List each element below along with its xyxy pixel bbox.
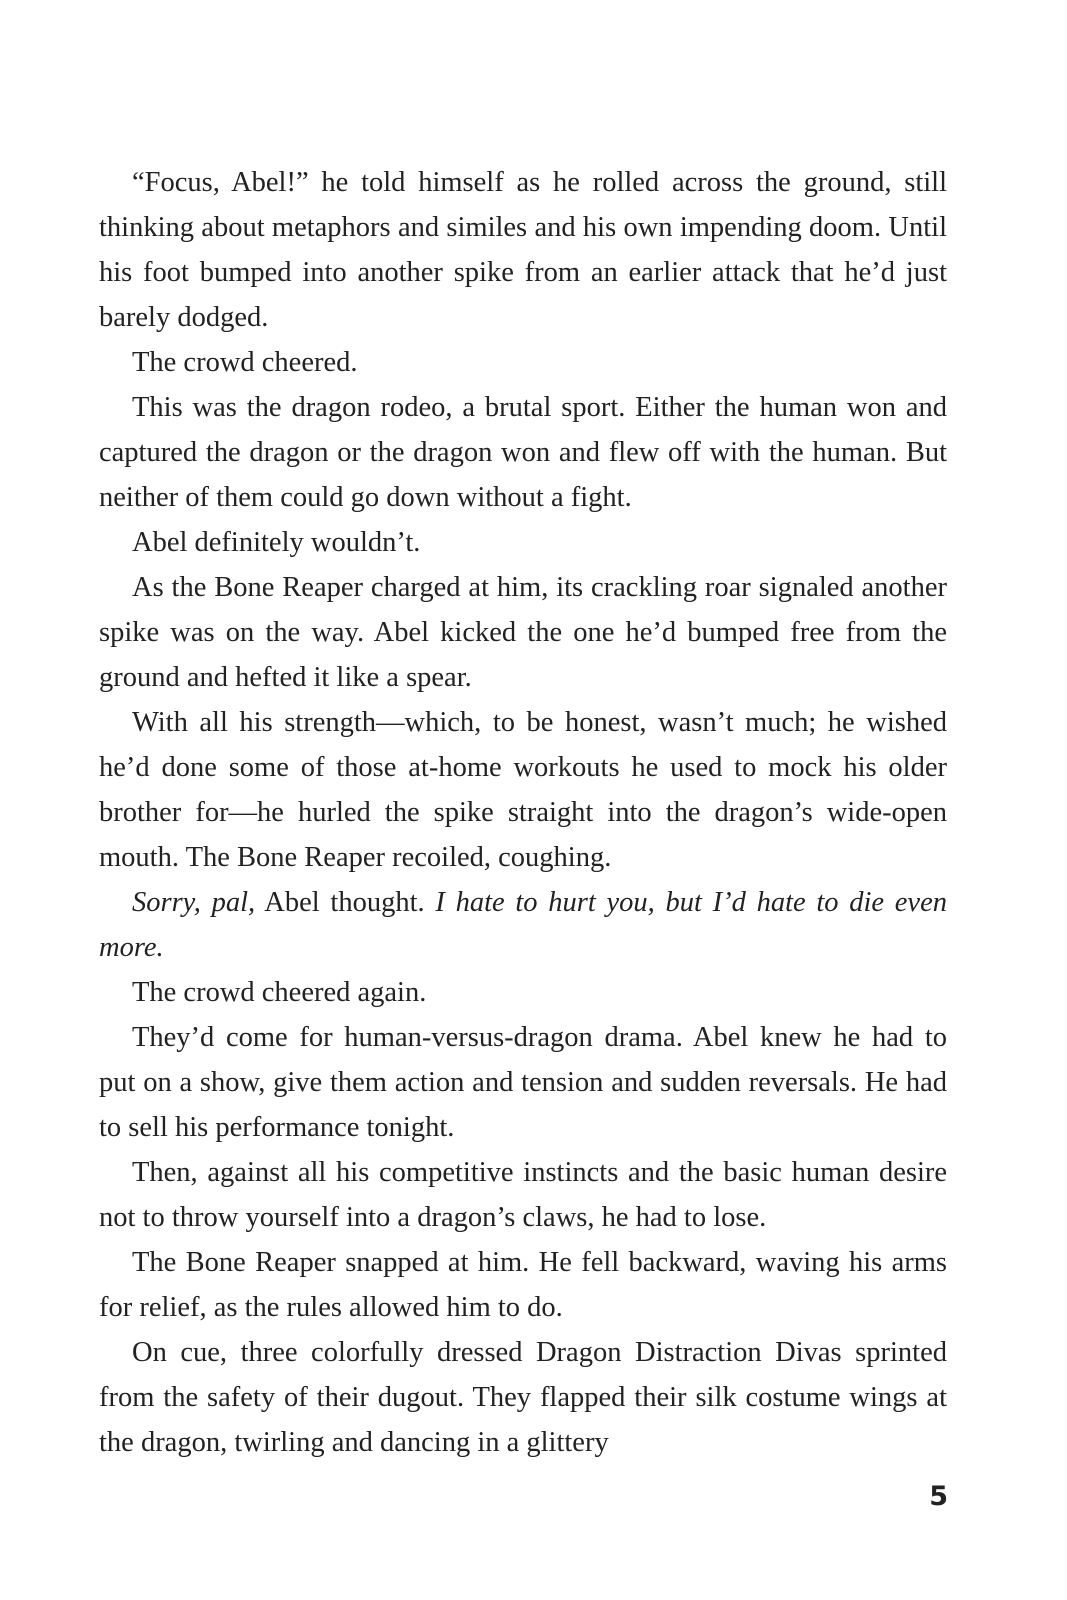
text-run: The crowd cheered again. <box>132 977 427 1008</box>
paragraph <box>99 520 947 565</box>
italic-text: Sorry, pal, <box>132 887 256 918</box>
page-number: 5 <box>929 1481 948 1512</box>
text-run: Abel definitely wouldn’t. <box>132 527 421 558</box>
paragraph <box>99 385 947 520</box>
text-run: As the Bone Reaper charged at him, its crackling roar signaled another spike was on the way. Abel kicked the one he’d bumped free from the ground and hefted it like a spear. <box>99 572 947 693</box>
paragraph <box>99 340 947 385</box>
paragraph <box>99 700 947 880</box>
text-run: Abel thought. <box>255 887 436 918</box>
paragraph <box>99 1240 947 1330</box>
text-run: On cue, three colorfully dressed Dragon Distraction Divas sprinted from the safety of their dugout. They flapped their silk costume wings at the dragon, twirling and dancing in a glittery <box>99 1337 947 1458</box>
paragraph <box>99 160 947 340</box>
text-run: They’d come for human-versus-dragon drama. Abel knew he had to put on a show, give them action and tension and sudden reversals. He had to sell his performance tonight. <box>99 1022 947 1143</box>
italic-text: I hate to hurt you, but I’d hate to die even more. <box>99 887 947 963</box>
paragraph <box>99 565 947 700</box>
text-run: Then, against all his competitive instincts and the basic human desire not to throw yourself into a dragon’s claws, he had to lose. <box>99 1157 947 1233</box>
paragraph <box>99 880 947 970</box>
text-run: This was the dragon rodeo, a brutal sport. Either the human won and captured the dragon or the dragon won and flew off with the human. But neither of them could go down without a fight. <box>99 392 947 513</box>
paragraph <box>99 1015 947 1150</box>
text-run: “Focus, Abel!” he told himself as he rolled across the ground, still thinking about metaphors and similes and his own impending doom. Until his foot bumped into another spike from an earlier attack that he’d just barely dodged. <box>99 167 947 333</box>
text-run: With all his strength—which, to be honest, wasn’t much; he wished he’d done some of those at-home workouts he used to mock his older brother for—he hurled the spike straight into the dragon’s wide-open mouth. The Bone Reaper recoiled, coughing. <box>99 707 947 873</box>
paragraph <box>99 970 947 1015</box>
body-text <box>99 160 947 1465</box>
text-run: The crowd cheered. <box>132 347 358 378</box>
paragraph <box>99 1330 947 1465</box>
paragraph <box>99 1150 947 1240</box>
text-run: The Bone Reaper snapped at him. He fell backward, waving his arms for relief, as the rules allowed him to do. <box>99 1247 947 1323</box>
